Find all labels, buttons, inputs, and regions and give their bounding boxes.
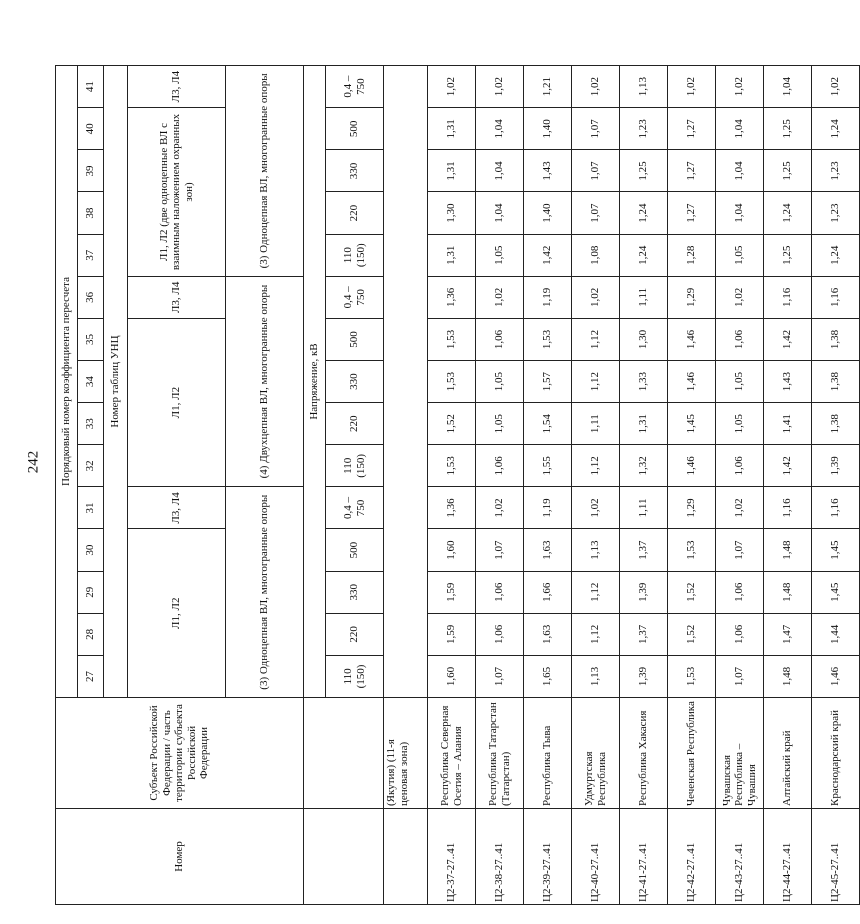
table-row	[524, 66, 572, 905]
coefficient-value: 1,65	[524, 655, 572, 697]
voltage-label: 220	[326, 403, 384, 445]
coefficient-value: 1,07	[716, 655, 764, 697]
header-order-title: Порядковый номер коэффициента пересчета	[56, 66, 78, 698]
row-id: Ц2-44-27..41	[764, 809, 812, 905]
col-number: 36	[78, 276, 104, 318]
coefficient-value: 1,31	[428, 108, 476, 150]
coefficient-value: 1,52	[668, 571, 716, 613]
coefficient-value: 1,04	[716, 150, 764, 192]
table-row	[716, 66, 764, 905]
coefficient-value: 1,60	[428, 655, 476, 697]
table-group: Л3, Л4	[128, 66, 226, 108]
coefficient-value: 1,48	[764, 529, 812, 571]
coefficient-value: 1,46	[812, 655, 860, 697]
coefficient-value: 1,63	[524, 529, 572, 571]
coefficient-value: 1,06	[716, 571, 764, 613]
coefficient-value: 1,02	[716, 66, 764, 108]
coefficient-value: 1,04	[476, 150, 524, 192]
coefficient-value: 1,04	[476, 192, 524, 234]
coefficient-value: 1,38	[812, 318, 860, 360]
coefficient-value: 1,08	[572, 234, 620, 276]
coefficient-value: 1,53	[668, 655, 716, 697]
coefficient-value: 1,02	[572, 276, 620, 318]
coefficient-value: 1,63	[524, 613, 572, 655]
coefficient-value: 1,05	[476, 403, 524, 445]
col-number: 28	[78, 613, 104, 655]
row-subject: Чеченская Республика	[668, 698, 716, 809]
line-type: (4) Двухцепная ВЛ, многогранные опоры	[226, 276, 304, 487]
col-number: 31	[78, 487, 104, 529]
row-id: Ц2-45-27..41	[812, 809, 860, 905]
row-subject: Удмуртская Республика	[572, 698, 620, 809]
coefficient-value: 1,45	[668, 403, 716, 445]
coefficient-value: 1,16	[764, 487, 812, 529]
col-number: 34	[78, 361, 104, 403]
coefficient-value: 1,23	[812, 150, 860, 192]
coefficient-value: 1,12	[572, 445, 620, 487]
col-number: 38	[78, 192, 104, 234]
col-number: 41	[78, 66, 104, 108]
coefficient-value: 1,24	[812, 234, 860, 276]
coefficient-value: 1,31	[620, 403, 668, 445]
coefficient-value: 1,53	[428, 361, 476, 403]
coefficient-value: 1,53	[524, 318, 572, 360]
header-subject-spacer	[304, 698, 384, 809]
coefficient-value: 1,36	[428, 276, 476, 318]
coefficient-value: 1,02	[812, 66, 860, 108]
row-id: Ц2-39-27..41	[524, 809, 572, 905]
voltage-label: 0,4 – 750	[326, 487, 384, 529]
col-number: 33	[78, 403, 104, 445]
page-number: 242	[25, 450, 42, 474]
table-row	[476, 66, 524, 905]
coefficient-value: 1,05	[716, 361, 764, 403]
coefficient-value: 1,66	[524, 571, 572, 613]
coefficient-value: 1,60	[428, 529, 476, 571]
coefficient-value: 1,45	[812, 571, 860, 613]
coefficient-value: 1,42	[524, 234, 572, 276]
row-subject: Республика Татарстан (Татарстан)	[476, 698, 524, 809]
col-number: 40	[78, 108, 104, 150]
coefficient-value: 1,31	[428, 234, 476, 276]
coefficient-value: 1,40	[524, 192, 572, 234]
coefficient-value: 1,07	[476, 529, 524, 571]
coefficient-value: 1,39	[620, 655, 668, 697]
row-id: Ц2-37-27..41	[428, 809, 476, 905]
header-subject: Субъект Российской Федерации / часть территории субъекта Российской Федерации	[56, 698, 304, 809]
header-nomer-spacer	[304, 809, 384, 905]
coefficient-value: 1,24	[812, 108, 860, 150]
col-number: 39	[78, 150, 104, 192]
header-voltage-title: Напряжение, кВ	[304, 66, 326, 698]
coefficient-value: 1,06	[716, 318, 764, 360]
continuation-values	[384, 66, 428, 698]
coefficient-value: 1,06	[476, 318, 524, 360]
voltage-label: 220	[326, 613, 384, 655]
coefficient-value: 1,31	[428, 150, 476, 192]
row-id: Ц2-42-27..41	[668, 809, 716, 905]
coefficient-value: 1,46	[668, 361, 716, 403]
coefficient-value: 1,12	[572, 318, 620, 360]
voltage-label: 500	[326, 529, 384, 571]
coefficient-value: 1,13	[620, 66, 668, 108]
row-subject: Республика Хакасия	[620, 698, 668, 809]
coefficient-value: 1,16	[764, 276, 812, 318]
voltage-label: 0,4 – 750	[326, 276, 384, 318]
table-group: Л1, Л2 (две одноцепные ВЛ с взаимным наложением охранных зон)	[128, 108, 226, 277]
coefficient-value: 1,33	[620, 361, 668, 403]
coefficient-value: 1,07	[716, 529, 764, 571]
coefficient-value: 1,02	[476, 487, 524, 529]
coefficient-value: 1,24	[764, 192, 812, 234]
coefficient-value: 1,07	[476, 655, 524, 697]
coefficient-value: 1,47	[764, 613, 812, 655]
coefficient-value: 1,04	[764, 66, 812, 108]
voltage-label: 500	[326, 108, 384, 150]
coefficient-value: 1,40	[524, 108, 572, 150]
line-type: (3) Одноцепная ВЛ, многогранные опоры	[226, 66, 304, 277]
voltage-label: 500	[326, 318, 384, 360]
coefficient-value: 1,25	[620, 150, 668, 192]
coefficient-value: 1,30	[428, 192, 476, 234]
coefficient-value: 1,45	[812, 529, 860, 571]
coefficient-value: 1,29	[668, 276, 716, 318]
coefficient-value: 1,55	[524, 445, 572, 487]
coefficient-value: 1,06	[476, 445, 524, 487]
rotated-page	[55, 65, 842, 905]
coefficient-value: 1,30	[620, 318, 668, 360]
coefficient-value: 1,02	[572, 487, 620, 529]
coefficient-value: 1,05	[716, 403, 764, 445]
coefficient-value: 1,48	[764, 571, 812, 613]
row-subject: Алтайский край	[764, 698, 812, 809]
coefficient-value: 1,46	[668, 445, 716, 487]
coefficient-value: 1,02	[572, 66, 620, 108]
coefficient-value: 1,29	[668, 487, 716, 529]
coefficient-value: 1,27	[668, 108, 716, 150]
col-number: 27	[78, 655, 104, 697]
coefficient-value: 1,04	[476, 108, 524, 150]
coefficient-value: 1,11	[620, 276, 668, 318]
table-group: Л1, Л2	[128, 529, 226, 698]
coefficient-value: 1,16	[812, 276, 860, 318]
voltage-label: 110 (150)	[326, 655, 384, 697]
table-row	[812, 66, 860, 905]
coefficient-value: 1,52	[668, 613, 716, 655]
coefficient-value: 1,59	[428, 613, 476, 655]
table-row	[764, 66, 812, 905]
coefficient-value: 1,05	[476, 234, 524, 276]
coefficient-value: 1,07	[572, 150, 620, 192]
coefficient-value: 1,36	[428, 487, 476, 529]
coefficient-value: 1,23	[620, 108, 668, 150]
table-row	[428, 66, 476, 905]
row-id: Ц2-40-27..41	[572, 809, 620, 905]
col-number: 37	[78, 234, 104, 276]
coefficient-value: 1,38	[812, 361, 860, 403]
col-number: 35	[78, 318, 104, 360]
coefficient-value: 1,16	[812, 487, 860, 529]
coefficient-value: 1,12	[572, 361, 620, 403]
voltage-label: 220	[326, 192, 384, 234]
row-subject: Республика Северная Осетия – Алания	[428, 698, 476, 809]
coefficient-value: 1,48	[764, 655, 812, 697]
voltage-label: 110 (150)	[326, 445, 384, 487]
coefficient-value: 1,25	[764, 108, 812, 150]
coefficient-value: 1,05	[476, 361, 524, 403]
coefficient-value: 1,53	[428, 318, 476, 360]
coefficient-value: 1,39	[812, 445, 860, 487]
coefficient-value: 1,41	[764, 403, 812, 445]
coefficient-value: 1,53	[668, 529, 716, 571]
col-number: 30	[78, 529, 104, 571]
row-id: Ц2-38-27..41	[476, 809, 524, 905]
coefficient-value: 1,06	[716, 613, 764, 655]
table-row	[572, 66, 620, 905]
voltage-label: 110 (150)	[326, 234, 384, 276]
coefficient-value: 1,21	[524, 66, 572, 108]
coefficient-value: 1,59	[428, 571, 476, 613]
coefficient-value: 1,24	[620, 192, 668, 234]
line-type: (3) Одноцепная ВЛ, многогранные опоры	[226, 487, 304, 698]
row-id: Ц2-43-27..41	[716, 809, 764, 905]
header-tables-title: Номер таблиц УНЦ	[104, 66, 128, 698]
coefficient-value: 1,53	[428, 445, 476, 487]
coefficient-value: 1,57	[524, 361, 572, 403]
table-row	[668, 66, 716, 905]
coefficient-value: 1,06	[716, 445, 764, 487]
coefficient-value: 1,12	[572, 613, 620, 655]
row-id: Ц2-41-27..41	[620, 809, 668, 905]
coefficient-value: 1,05	[716, 234, 764, 276]
coefficient-value: 1,12	[572, 571, 620, 613]
coefficient-value: 1,13	[572, 529, 620, 571]
table-group: Л1, Л2	[128, 318, 226, 487]
voltage-label: 330	[326, 361, 384, 403]
coefficient-value: 1,02	[476, 66, 524, 108]
table-group: Л3, Л4	[128, 276, 226, 318]
coefficient-value: 1,24	[620, 234, 668, 276]
coefficient-value: 1,07	[572, 192, 620, 234]
coefficient-value: 1,37	[620, 529, 668, 571]
coefficient-value: 1,07	[572, 108, 620, 150]
coefficient-value: 1,27	[668, 150, 716, 192]
coefficient-value: 1,28	[668, 234, 716, 276]
coefficient-value: 1,27	[668, 192, 716, 234]
coefficient-value: 1,23	[812, 192, 860, 234]
coefficients-table	[55, 65, 860, 905]
row-subject: Краснодарский край	[812, 698, 860, 809]
row-subject: Чувашская Республика – Чувашия	[716, 698, 764, 809]
coefficient-value: 1,39	[620, 571, 668, 613]
coefficient-value: 1,38	[812, 403, 860, 445]
continuation-subject: (Якутия) (11-я ценовая зона)	[384, 698, 428, 809]
coefficient-value: 1,06	[476, 613, 524, 655]
coefficient-value: 1,37	[620, 613, 668, 655]
voltage-label: 0,4 – 750	[326, 66, 384, 108]
coefficient-value: 1,46	[668, 318, 716, 360]
coefficient-value: 1,25	[764, 150, 812, 192]
coefficient-value: 1,02	[476, 276, 524, 318]
coefficient-value: 1,11	[620, 487, 668, 529]
coefficient-value: 1,54	[524, 403, 572, 445]
col-number: 32	[78, 445, 104, 487]
coefficient-value: 1,02	[716, 487, 764, 529]
coefficient-value: 1,04	[716, 192, 764, 234]
coefficient-value: 1,25	[764, 234, 812, 276]
header-nomer: Номер	[56, 809, 304, 905]
coefficient-value: 1,52	[428, 403, 476, 445]
coefficient-value: 1,44	[812, 613, 860, 655]
coefficient-value: 1,43	[524, 150, 572, 192]
coefficient-value: 1,13	[572, 655, 620, 697]
col-number: 29	[78, 571, 104, 613]
coefficient-value: 1,02	[716, 276, 764, 318]
table-group: Л3, Л4	[128, 487, 226, 529]
coefficient-value: 1,04	[716, 108, 764, 150]
coefficient-value: 1,32	[620, 445, 668, 487]
coefficient-value: 1,43	[764, 361, 812, 403]
voltage-label: 330	[326, 571, 384, 613]
coefficient-value: 1,42	[764, 318, 812, 360]
coefficient-value: 1,02	[668, 66, 716, 108]
voltage-label: 330	[326, 150, 384, 192]
table-row	[620, 66, 668, 905]
continuation-id	[384, 809, 428, 905]
coefficient-value: 1,19	[524, 276, 572, 318]
row-subject: Республика Тыва	[524, 698, 572, 809]
coefficient-value: 1,02	[428, 66, 476, 108]
coefficient-value: 1,42	[764, 445, 812, 487]
coefficient-value: 1,11	[572, 403, 620, 445]
coefficient-value: 1,19	[524, 487, 572, 529]
coefficient-value: 1,06	[476, 571, 524, 613]
